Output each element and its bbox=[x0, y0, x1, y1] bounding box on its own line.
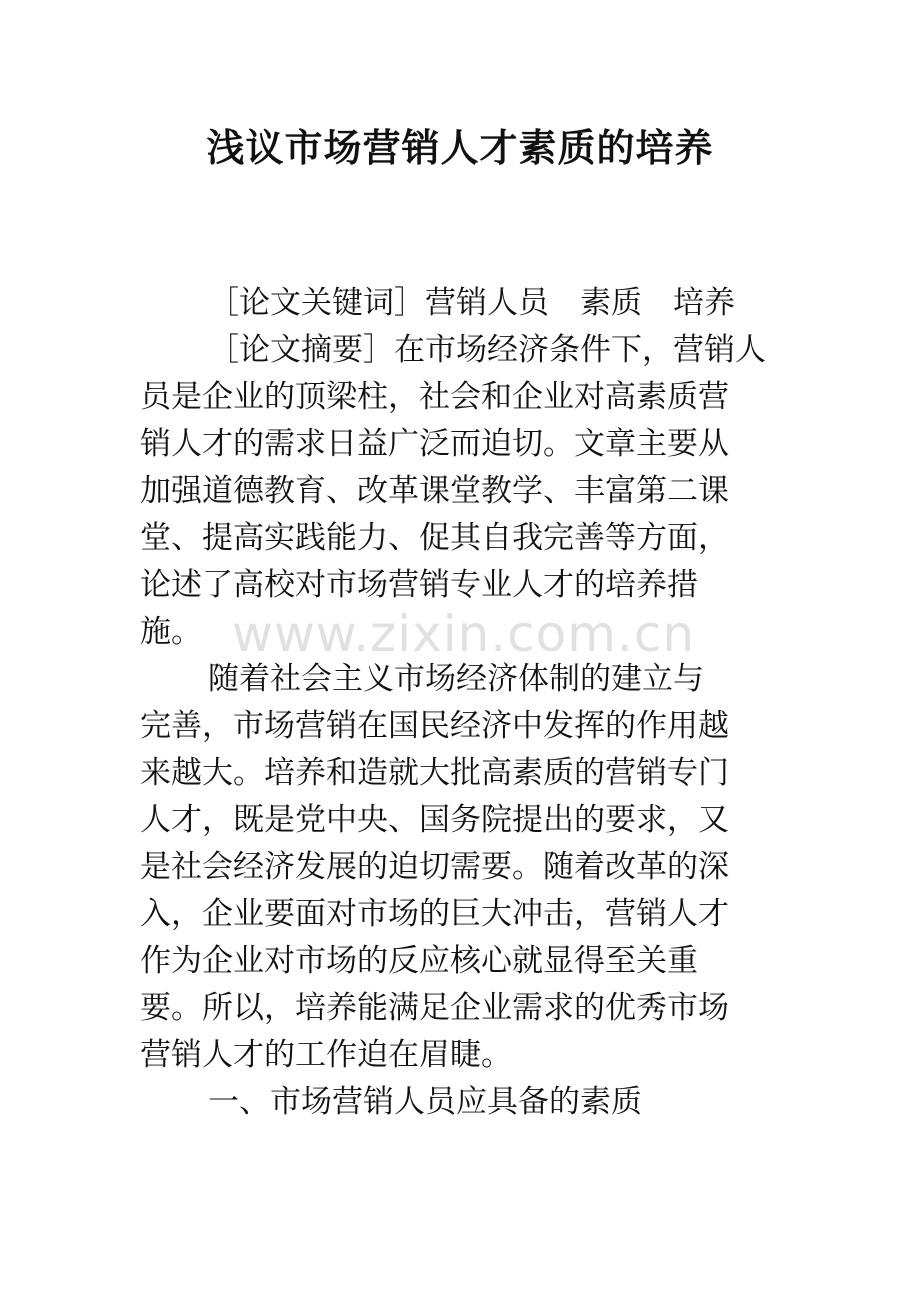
intro-line: 是社会经济发展的迫切需要。随着改革的深 bbox=[140, 849, 729, 885]
abstract-line: 员是企业的顶梁柱，社会和企业对高素质营 bbox=[140, 379, 729, 415]
abstract-line: 销人才的需求日益广泛而迫切。文章主要从 bbox=[140, 426, 729, 462]
document-title: 浅议市场营销人才素质的培养 bbox=[206, 126, 714, 170]
section-heading: 一、市场营销人员应具备的素质 bbox=[208, 1084, 642, 1120]
abstract-line: 施。 bbox=[140, 614, 202, 650]
abstract-line: ［论文摘要］在市场经济条件下，营销人 bbox=[208, 332, 766, 368]
intro-line: 入，企业要面对市场的巨大冲击，营销人才 bbox=[140, 896, 729, 932]
intro-line: 随着社会主义市场经济体制的建立与 bbox=[208, 661, 704, 697]
watermark: www.zixin.com.cn bbox=[232, 605, 696, 663]
abstract-line: 加强道德教育、改革课堂教学、丰富第二课 bbox=[140, 473, 729, 509]
abstract-line: 堂、提高实践能力、促其自我完善等方面， bbox=[140, 520, 729, 556]
intro-line: 人才，既是党中央、国务院提出的要求，又 bbox=[140, 802, 729, 838]
intro-line: 来越大。培养和造就大批高素质的营销专门 bbox=[140, 755, 729, 791]
intro-line: 作为企业对市场的反应核心就显得至关重 bbox=[140, 943, 698, 979]
intro-line: 完善，市场营销在国民经济中发挥的作用越 bbox=[140, 708, 729, 744]
document-body bbox=[140, 280, 785, 1126]
abstract-line: 论述了高校对市场营销专业人才的培养措 bbox=[140, 567, 698, 603]
intro-line: 要。所以，培养能满足企业需求的优秀市场 bbox=[140, 990, 729, 1026]
intro-line: 营销人才的工作迫在眉睫。 bbox=[140, 1037, 512, 1073]
keywords-line: ［论文关键词］营销人员 素质 培养 bbox=[208, 285, 735, 321]
